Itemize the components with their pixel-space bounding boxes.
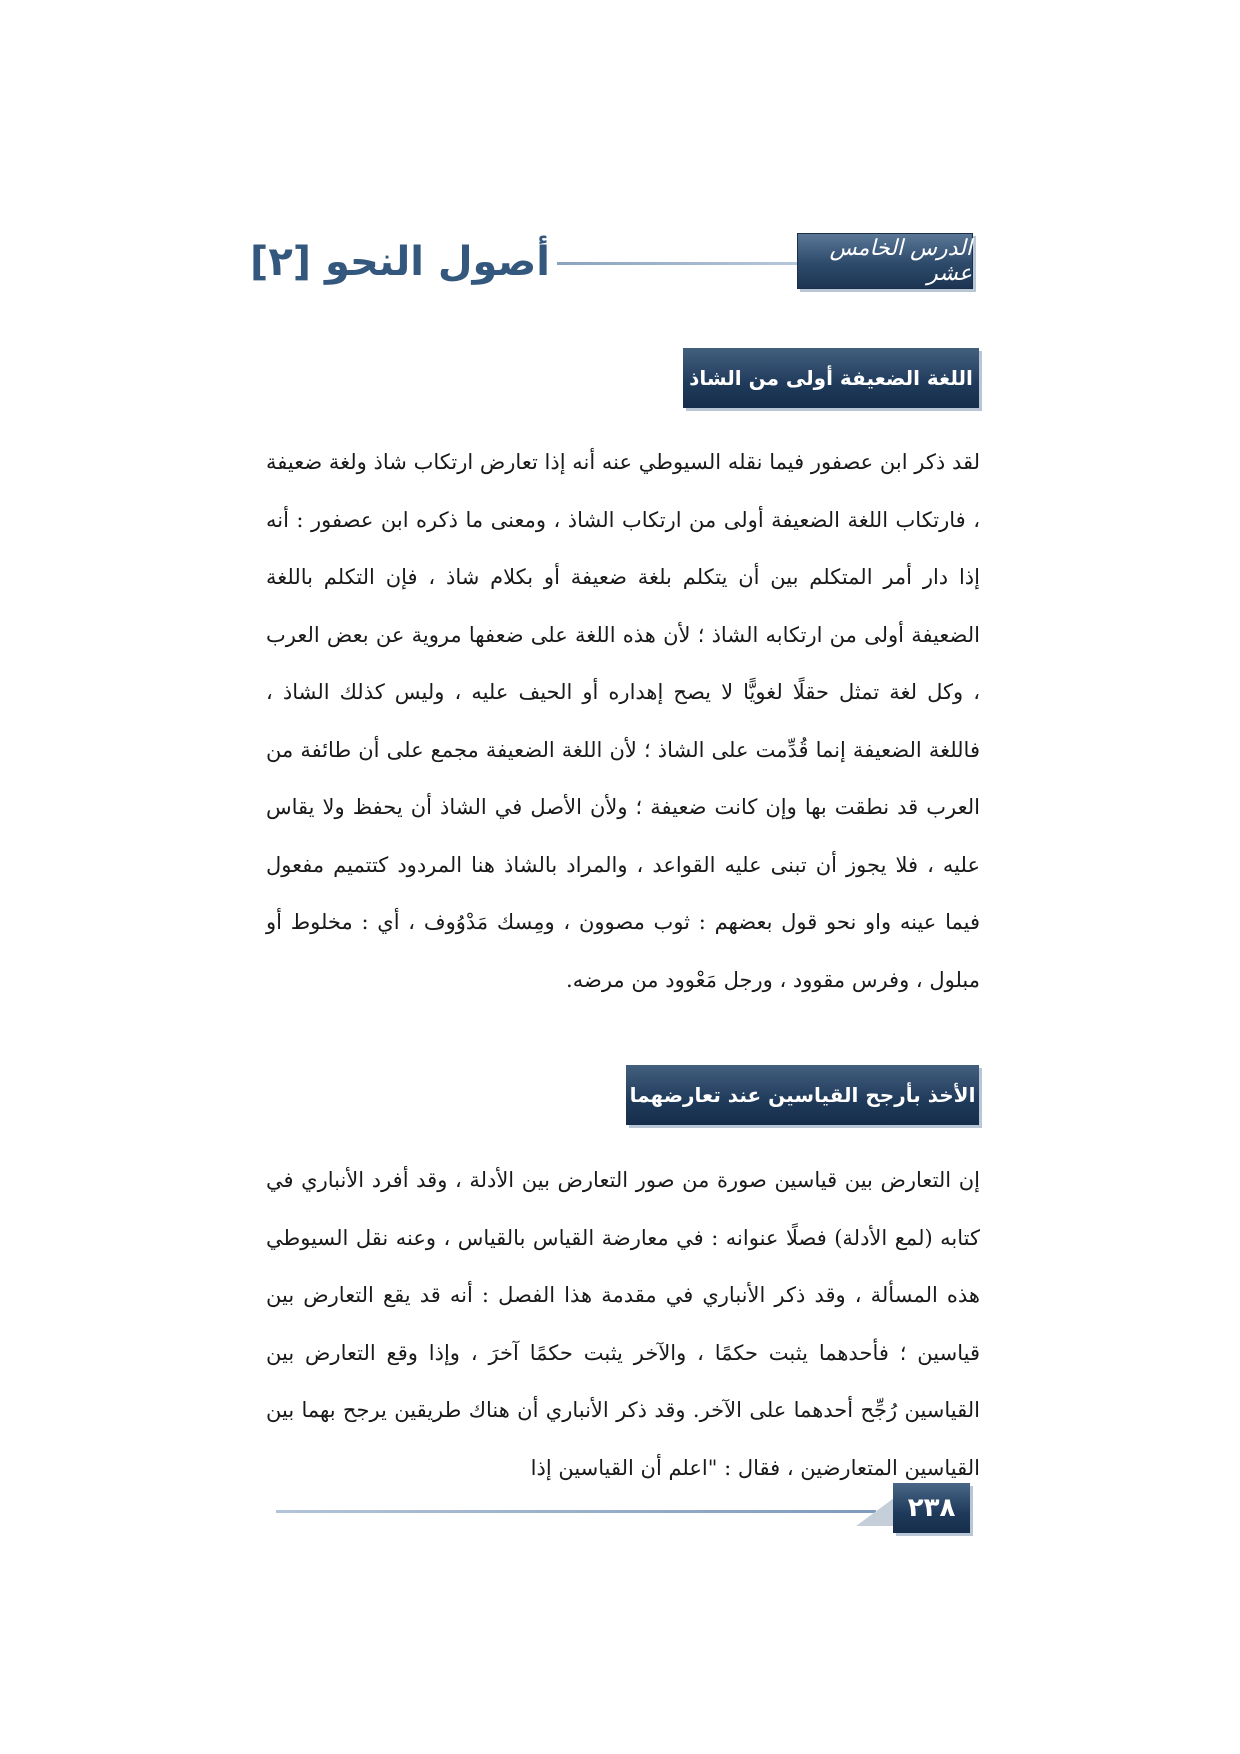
- section-paragraph-stronger-analogy: إن التعارض بين قياسين صورة من صور التعارض بين الأدلة ، وقد أفرد الأنباري في كتابه (لمع الأدلة) فصلًا عنوانه : في معارضة القياس بالقياس ، وعنه نقل السيوطي هذه المسألة ، وقد ذكر الأنباري في مقدمة هذا الفصل : أنه قد يقع التعارض بين قياسين ؛ فأحدهما يثبت حكمًا ، والآخر يثبت حكمًا آخرَ ، وإذا وقع التعارض بين القياسين رُجِّح أحدهما على الآخر. وقد ذكر الأنباري أن هناك طريقين يرجح بهما بين القياسين المتعارضين ، فقال : "اعلم أن القياسين إذا: [266, 1168, 980, 1480]
- section-heading-label: الأخذ بأرجح القياسين عند تعارضهما: [629, 1083, 976, 1107]
- section-heading-weak-language: [683, 348, 979, 408]
- book-title: أصول النحو [٢]: [250, 239, 550, 285]
- footer-divider: [276, 1510, 876, 1513]
- lesson-label: الدرس الخامس عشر: [829, 236, 972, 286]
- page-number: ٢٣٨: [893, 1483, 970, 1533]
- lesson-badge: [797, 233, 973, 289]
- section-paragraph-weak-language: لقد ذكر ابن عصفور فيما نقله السيوطي عنه أنه إذا تعارض ارتكاب شاذ ولغة ضعيفة ، فارتكاب اللغة الضعيفة أولى من ارتكاب الشاذ ، ومعنى ما ذكره ابن عصفور : أنه إذا دار أمر المتكلم بين أن يتكلم بلغة ضعيفة أو بكلام شاذ ، فإن التكلم باللغة الضعيفة أولى من ارتكابه الشاذ ؛ لأن هذه اللغة على ضعفها مروية عن بعض العرب ، وكل لغة تمثل حقلًا لغويًّا لا يصح إهداره أو الحيف عليه ، وليس كذلك الشاذ ، فاللغة الضعيفة إنما قُدِّمت على الشاذ ؛ لأن اللغة الضعيفة مجمع على أن طائفة من العرب قد نطقت بها وإن كانت ضعيفة ؛ ولأن الأصل في الشاذ أن يحفظ ولا يقاس عليه ، فلا يجوز أن تبنى عليه القواعد ، والمراد بالشاذ هنا المردود كتتميم مفعول فيما عينه واو نحو قول بعضهم : ثوب مصوون ، ومِسك مَدْوُوف ، أي : مخلوط أو مبلول ، وفرس مقوود ، ورجل مَعْوود من مرضه.: [266, 450, 980, 992]
- section-heading-stronger-analogy: [626, 1065, 979, 1125]
- footer-notch: [856, 1498, 894, 1526]
- header-divider: [557, 262, 797, 265]
- section-heading-label: اللغة الضعيفة أولى من الشاذ: [689, 366, 973, 390]
